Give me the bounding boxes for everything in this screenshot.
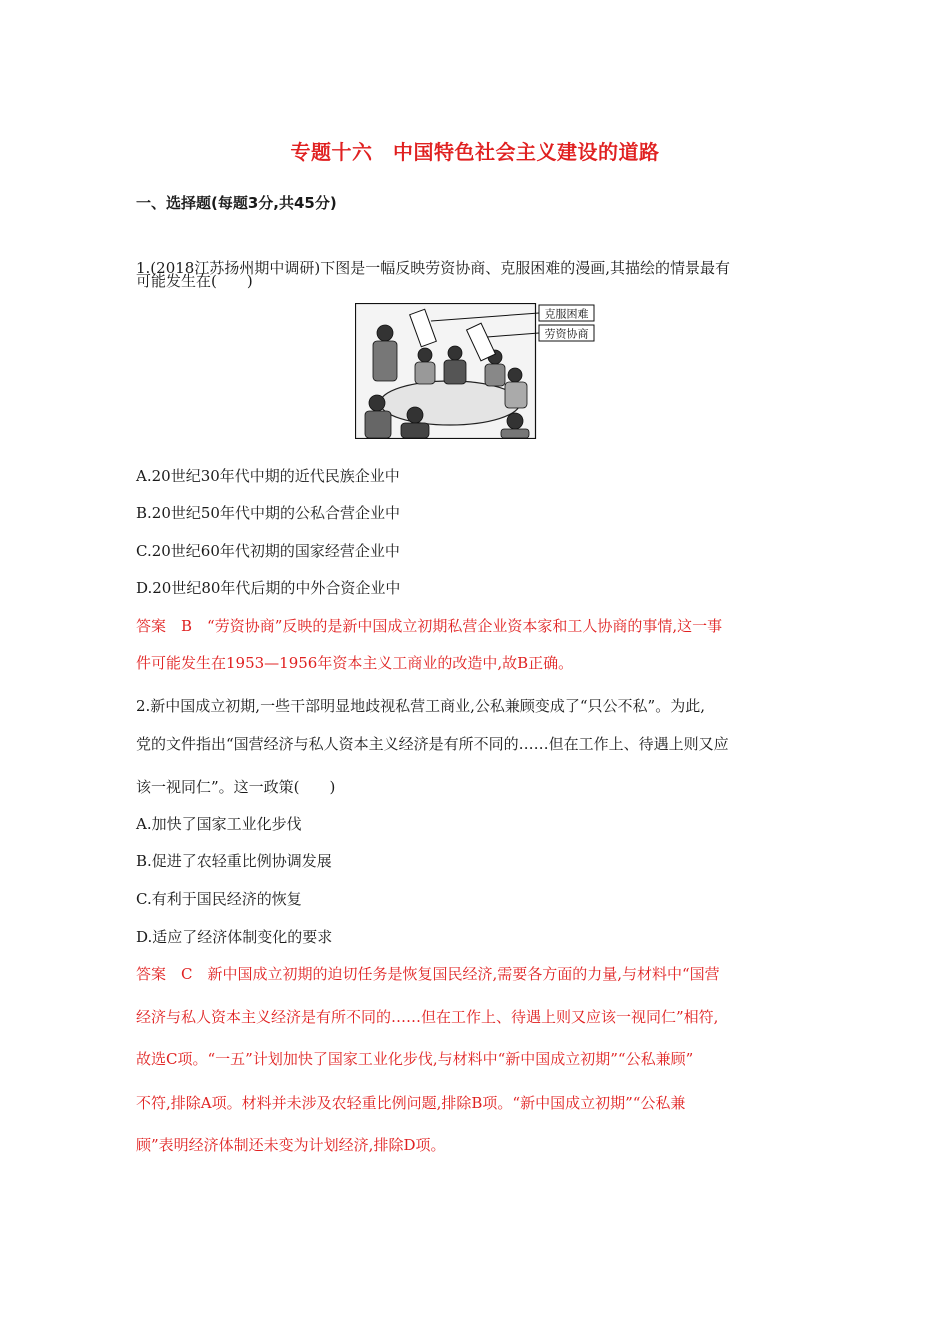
q2-option-c: C.有利于国民经济的恢复 <box>136 890 302 908</box>
q2-answer-line1: 答案 C 新中国成立初期的迫切任务是恢复国民经济,需要各方面的力量,与材料中“国营 <box>136 965 720 983</box>
q1-option-c: C.20世纪60年代初期的国家经营企业中 <box>136 542 400 560</box>
q2-answer-line3: 故选C项。“一五”计划加快了国家工业化步伐,与材料中“新中国成立初期”“公私兼顾” <box>136 1050 694 1068</box>
q1-answer-line2: 件可能发生在1953—1956年资本主义工商业的改造中,故B正确。 <box>136 654 574 672</box>
section-heading: 一、选择题(每题3分,共45分) <box>136 194 337 212</box>
q1-stem-line2: 可能发生在( ) <box>136 272 253 290</box>
q2-answer-line5: 顾”表明经济体制还未变为计划经济,排除D项。 <box>136 1136 446 1154</box>
cartoon-figure <box>355 303 595 439</box>
q2-option-b: B.促进了农轻重比例协调发展 <box>136 852 332 870</box>
q2-answer-line2: 经济与私人资本主义经济是有所不同的……但在工作上、待遇上则又应该一视同仁”相符, <box>136 1008 719 1026</box>
figure-label-negotiation: 劳资协商 <box>544 327 589 341</box>
document-title: 专题十六 中国特色社会主义建设的道路 <box>290 140 660 164</box>
cartoon-illustration <box>355 303 595 439</box>
q2-answer-line4: 不符,排除A项。材料并未涉及农轻重比例问题,排除B项。“新中国成立初期”“公私兼 <box>136 1094 686 1112</box>
q1-stem-line1: 1.(2018江苏扬州期中调研)下图是一幅反映劳资协商、克服困难的漫画,其描绘的情景最有 <box>136 259 730 277</box>
q2-option-a: A.加快了国家工业化步伐 <box>136 815 302 833</box>
q2-stem-line2: 党的文件指出“国营经济与私人资本主义经济是有所不同的……但在工作上、待遇上则又应 <box>136 735 729 753</box>
q1-option-d: D.20世纪80年代后期的中外合资企业中 <box>136 579 401 597</box>
q2-stem-line1: 2.新中国成立初期,一些干部明显地歧视私营工商业,公私兼顾变成了“只公不私”。为此, <box>136 697 705 715</box>
q2-stem-line3: 该一视同仁”。这一政策( ) <box>136 778 336 796</box>
q2-option-d: D.适应了经济体制变化的要求 <box>136 928 333 946</box>
q1-answer-line1: 答案 B “劳资协商”反映的是新中国成立初期私营企业资本家和工人协商的事情,这一事 <box>136 617 723 635</box>
figure-label-overcome: 克服困难 <box>544 307 589 321</box>
q1-option-b: B.20世纪50年代中期的公私合营企业中 <box>136 504 400 522</box>
q1-option-a: A.20世纪30年代中期的近代民族企业中 <box>136 467 400 485</box>
